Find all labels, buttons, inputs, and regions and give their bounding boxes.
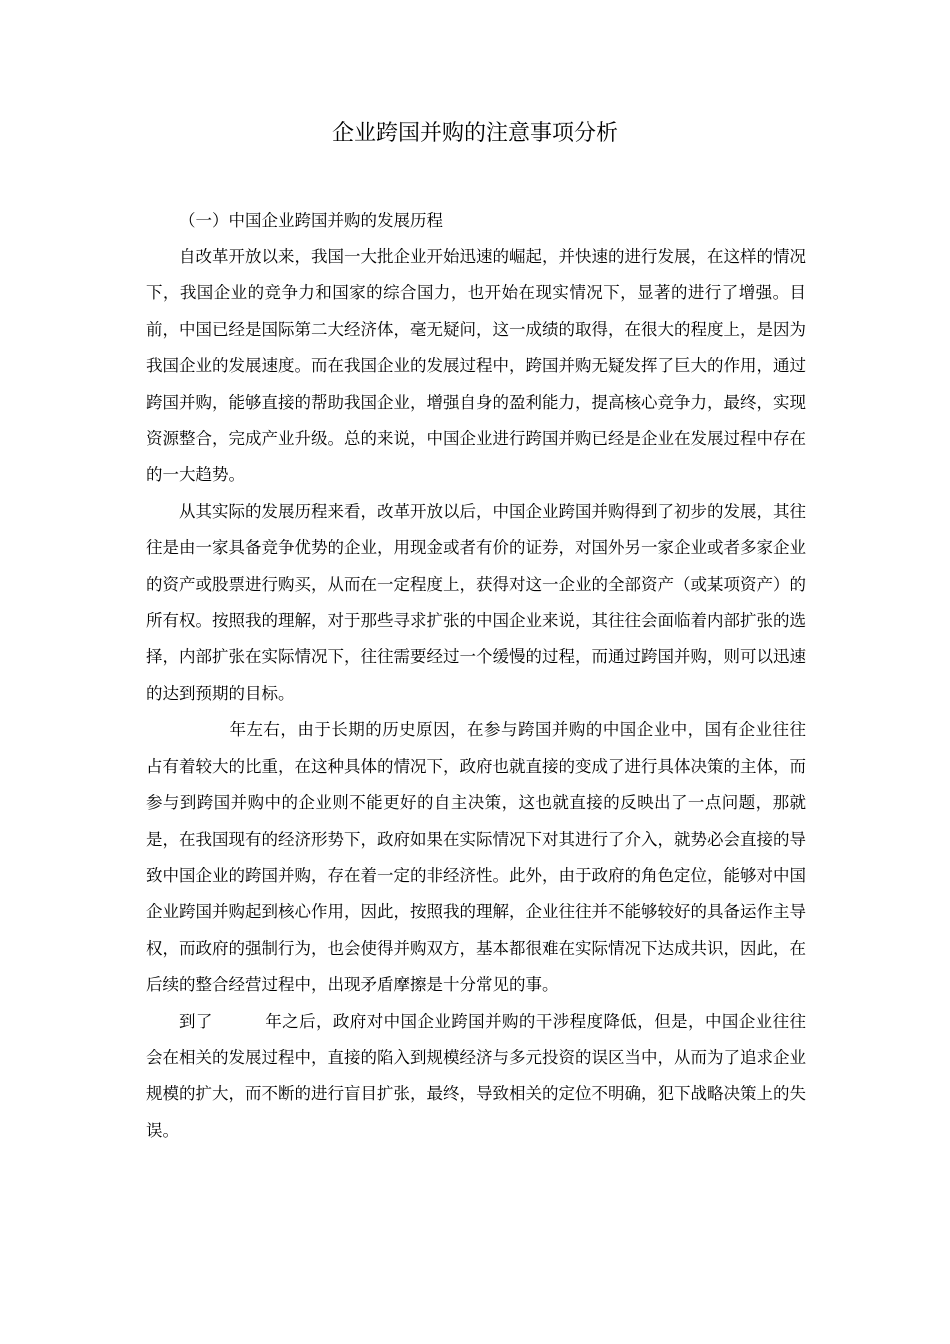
paragraph-1: [146, 239, 806, 494]
section-heading: （一）中国企业跨国并购的发展历程: [179, 211, 443, 230]
paragraph-2-text: 从其实际的发展历程来看，改革开放以后，中国企业跨国并购得到了初步的发展，其往往是由一家具备竞争优势的企业，用现金或者有价的证券，对国外另一家企业或者多家企业的资产或股票进行购买，从而在一定程度上，获得对这一企业的全部资产（或某项资产）的所有权。按照我的理解，对于那些寻求扩张的中国企业来说，其往往会面临着内部扩张的选择，内部扩张在实际情况下，往往需要经过一个缓慢的过程，而通过跨国并购，则可以迅速的达到预期的目标。: [146, 501, 806, 703]
document-title: 企业跨国并购的注意事项分析: [331, 121, 618, 146]
paragraph-4: [146, 1004, 806, 1150]
paragraph-2: [146, 494, 806, 712]
paragraph-1-text: 自改革开放以来，我国一大批企业开始迅速的崛起，并快速的进行发展，在这样的情况下，我国企业的竞争力和国家的综合国力，也开始在现实情况下，显著的进行了增强。目前，中国已经是国际第二大经济体，毫无疑问，这一成绩的取得，在很大的程度上，是因为我国企业的发展速度。而在我国企业的发展过程中，跨国并购无疑发挥了巨大的作用，通过跨国并购，能够直接的帮助我国企业，增强自身的盈利能力，提高核心竞争力，最终，实现资源整合，完成产业升级。总的来说，中国企业进行跨国并购已经是企业在发展过程中存在的一大趋势。: [146, 247, 806, 485]
document-body: [146, 203, 806, 1149]
paragraph-4-lead: 到了: [179, 1011, 213, 1031]
paragraph-3: [146, 712, 806, 1003]
paragraph-3-text: 年左右，由于长期的历史原因，在参与跨国并购的中国企业中，国有企业往往占有着较大的比重，在这种具体的情况下，政府也就直接的变成了进行具体决策的主体，而参与到跨国并购中的企业则不能更好的自主决策，这也就直接的反映出了一点问题，那就是，在我国现有的经济形势下，政府如果在实际情况下对其进行了介入，就势必会直接的导致中国企业的跨国并购，存在着一定的非经济性。此外，由于政府的角色定位，能够对中国企业跨国并购起到核心作用，因此，按照我的理解，企业往往并不能够较好的具备运作主导权，而政府的强制行为，也会使得并购双方，基本都很难在实际情况下达成共识，因此，在后续的整合经营过程中，出现矛盾摩擦是十分常见的事。: [146, 720, 806, 995]
paragraph-4-text: 年之后，政府对中国企业跨国并购的干涉程度降低，但是，中国企业往往会在相关的发展过程中，直接的陷入到规模经济与多元投资的误区当中，从而为了追求企业规模的扩大，而不断的进行盲目扩张，最终，导致相关的定位不明确，犯下战略决策上的失误。: [146, 1011, 807, 1140]
